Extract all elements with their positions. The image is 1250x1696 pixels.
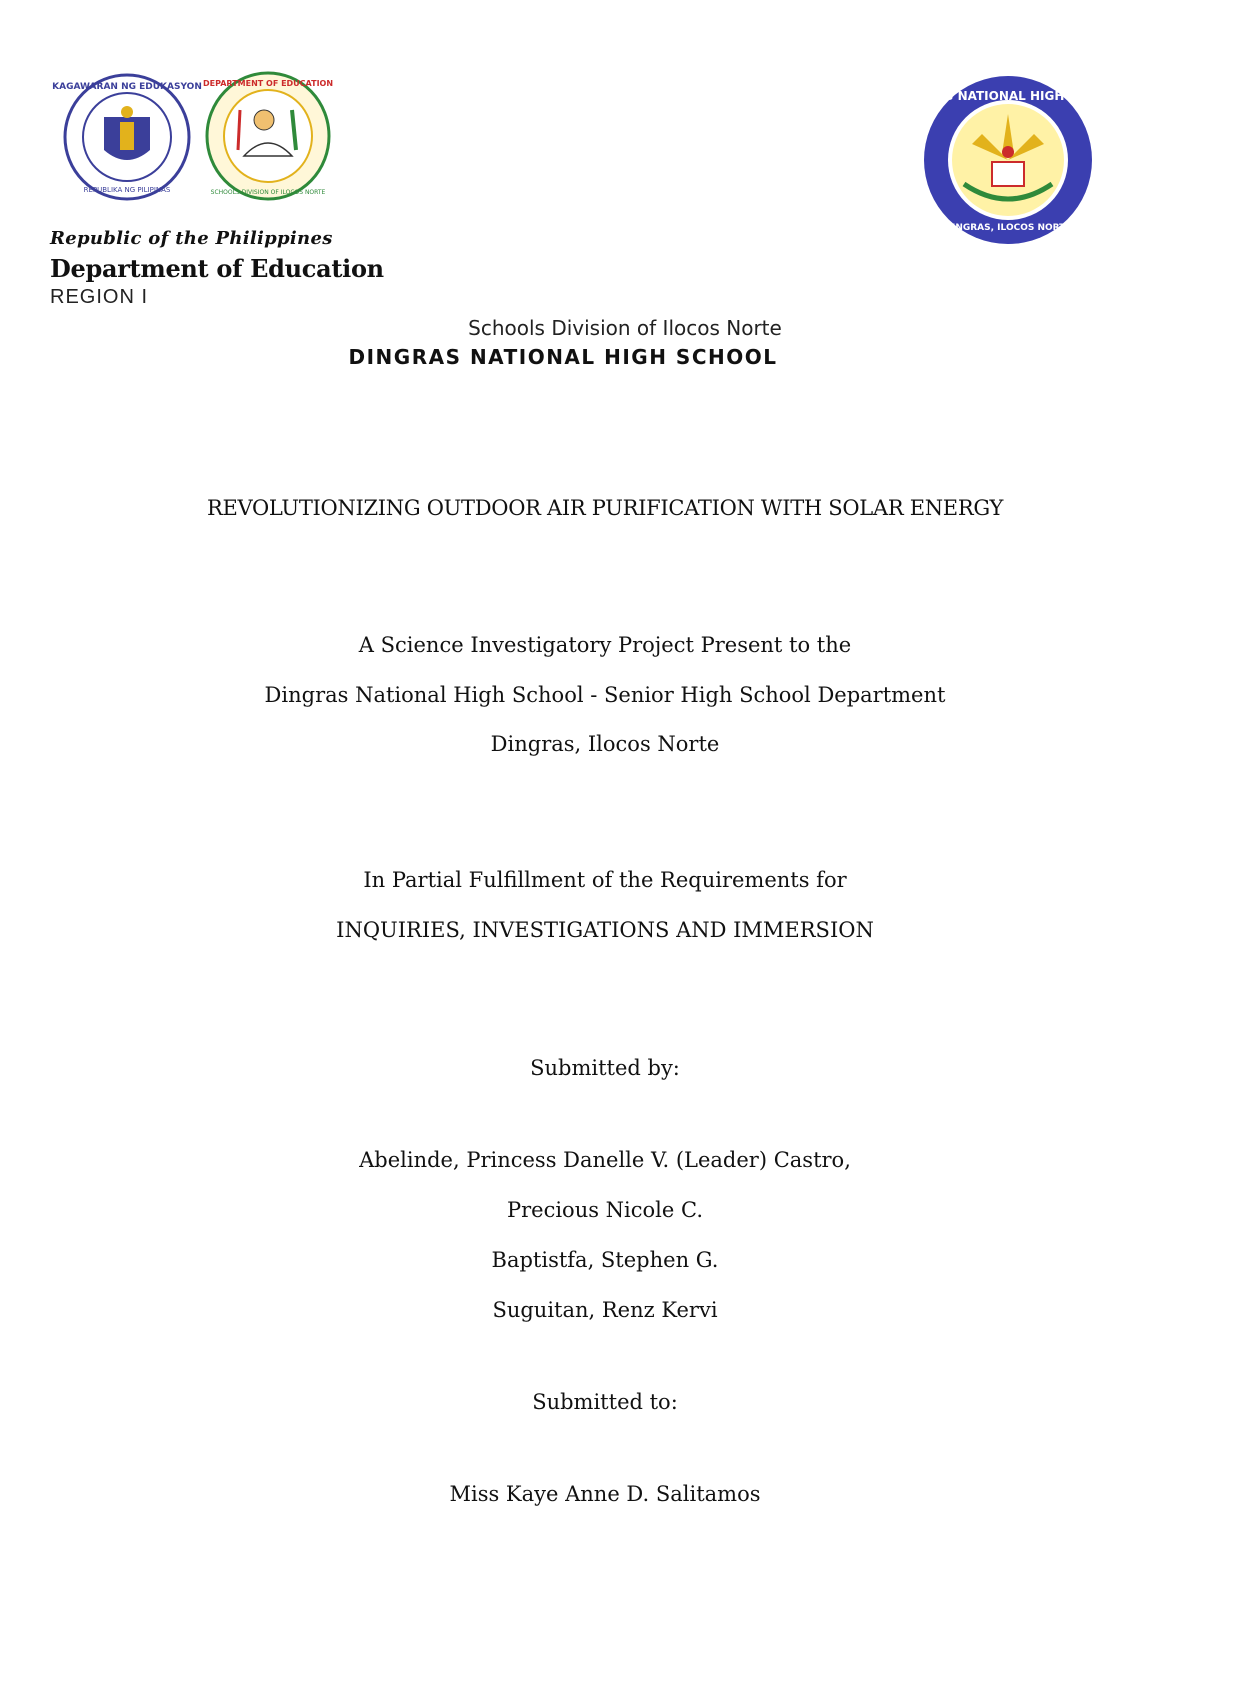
fulfillment-line-2: INQUIRIES, INVESTIGATIONS AND IMMERSION xyxy=(336,918,874,942)
presented-line-2: Dingras National High School - Senior High School Department xyxy=(264,683,946,707)
author-line: Baptistfa, Stephen G. xyxy=(491,1248,719,1272)
author-line: Abelinde, Princess Danelle V. (Leader) Castro, xyxy=(359,1148,851,1172)
svg-text:KAGAWARAN NG EDUKASYON: KAGAWARAN NG EDUKASYON xyxy=(52,82,202,92)
presented-line-1: A Science Investigatory Project Present to the xyxy=(358,633,852,657)
division-line: Schools Division of Ilocos Norte xyxy=(468,316,782,340)
schools-division-logo-icon xyxy=(204,70,332,202)
svg-text:DINGRAS, ILOCOS NORTE: DINGRAS, ILOCOS NORTE xyxy=(944,223,1072,233)
deped-seal-icon xyxy=(52,72,202,202)
presented-line-3: Dingras, Ilocos Norte xyxy=(490,732,720,756)
author-line: Suguitan, Renz Kervi xyxy=(492,1298,718,1322)
republic-line: Republic of the Philippines xyxy=(50,228,333,249)
fulfillment-line-1: In Partial Fulfillment of the Requirements for xyxy=(363,868,847,892)
adviser-name: Miss Kaye Anne D. Salitamos xyxy=(449,1482,761,1506)
svg-text:DINGRAS NATIONAL HIGH SCHOOL: DINGRAS NATIONAL HIGH SCHOOL xyxy=(891,89,1125,103)
submitted-to-label: Submitted to: xyxy=(532,1390,678,1414)
document-title: REVOLUTIONIZING OUTDOOR AIR PURIFICATION WITH SOLAR ENERGY xyxy=(206,496,1004,520)
region-line: REGION I xyxy=(50,286,149,308)
submitted-by-label: Submitted by: xyxy=(530,1056,680,1080)
svg-text:SCHOOLS DIVISION OF ILOCOS NOR: SCHOOLS DIVISION OF ILOCOS NORTE xyxy=(210,189,326,196)
department-line: Department of Education xyxy=(50,254,384,283)
dingras-nhs-logo-icon xyxy=(891,74,1125,246)
author-line: Precious Nicole C. xyxy=(506,1198,703,1222)
svg-text:DEPARTMENT OF EDUCATION: DEPARTMENT OF EDUCATION xyxy=(202,79,334,88)
svg-text:REPUBLIKA NG PILIPINAS: REPUBLIKA NG PILIPINAS xyxy=(83,186,171,194)
school-name: DINGRAS NATIONAL HIGH SCHOOL xyxy=(348,345,778,369)
